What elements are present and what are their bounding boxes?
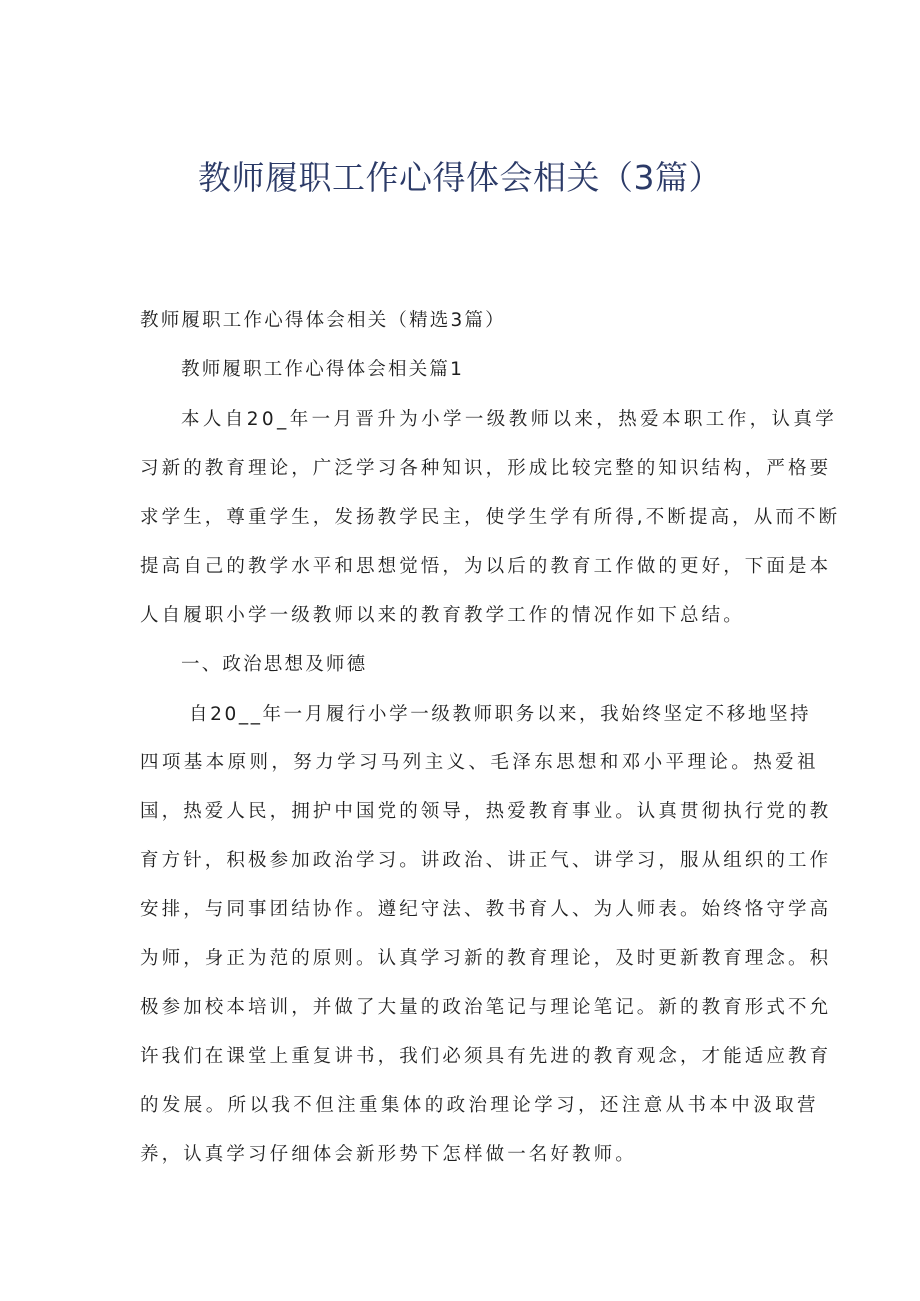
article-heading: 教师履职工作心得体会相关篇1 <box>181 359 465 380</box>
section-paragraph-line: 育方针，积极参加政治学习。讲政治、讲正气、讲学习，服从组织的工作 <box>140 850 832 871</box>
section-paragraph-line: 为师，身正为范的原则。认真学习新的教育理论，及时更新教育理念。积 <box>140 948 832 969</box>
section-paragraph-line: 的发展。所以我不但注重集体的政治理论学习，还注意从书本中汲取营 <box>140 1095 819 1116</box>
section-paragraph-line: 养，认真学习仔细体会新形势下怎样做一名好教师。 <box>140 1144 637 1165</box>
section-paragraph-line: 四项基本原则，努力学习马列主义、毛泽东思想和邓小平理论。热爱祖 <box>140 752 819 773</box>
intro-paragraph-line: 求学生，尊重学生，发扬教学民主，使学生学有所得,不断提高，从而不断 <box>140 507 841 528</box>
section-paragraph-line: 许我们在课堂上重复讲书，我们必须具有先进的教育观念，才能适应教育 <box>140 1046 832 1067</box>
intro-paragraph-line: 本人自20_年一月晋升为小学一级教师以来，热爱本职工作，认真学 <box>181 409 838 430</box>
section-heading: 一、政治思想及师德 <box>181 654 368 675</box>
intro-paragraph-line: 提高自己的教学水平和思想觉悟，为以后的教育工作做的更好，下面是本 <box>140 556 832 577</box>
intro-paragraph-line: 习新的教育理论，广泛学习各种知识，形成比较完整的知识结构，严格要 <box>140 458 832 479</box>
document-title: 教师履职工作心得体会相关（3篇） <box>198 158 722 197</box>
section-paragraph-line: 极参加校本培训，并做了大量的政治笔记与理论笔记。新的教育形式不允 <box>140 997 832 1018</box>
section-paragraph-line: 自20__年一月履行小学一级教师职务以来，我始终坚定不移地坚持 <box>189 704 812 725</box>
section-paragraph-line: 国，热爱人民，拥护中国党的领导，热爱教育事业。认真贯彻执行党的教 <box>140 801 832 822</box>
intro-paragraph-line: 人自履职小学一级教师以来的教育教学工作的情况作如下总结。 <box>140 605 745 626</box>
document-subtitle: 教师履职工作心得体会相关（精选3篇） <box>140 310 506 331</box>
section-paragraph-line: 安排，与同事团结协作。遵纪守法、教书育人、为人师表。始终恪守学高 <box>140 899 832 920</box>
